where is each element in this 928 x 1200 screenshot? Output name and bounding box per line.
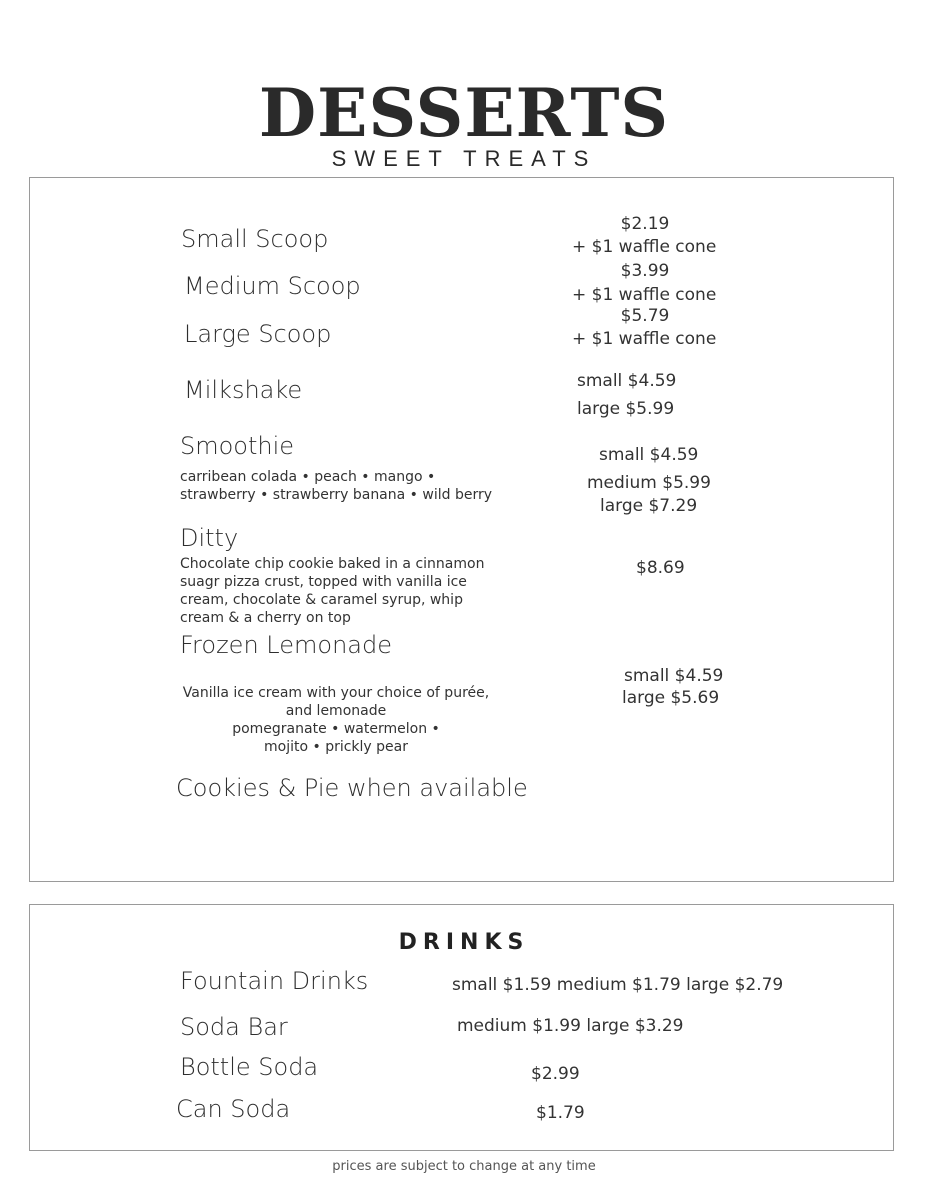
- medium-scoop-name: Medium Scoop: [184, 272, 361, 300]
- small-scoop-addon: + $1 waffle cone: [572, 237, 717, 257]
- medium-scoop-addon: + $1 waffle cone: [572, 285, 717, 305]
- ditty-description: suagr pizza crust, topped with vanilla ice: [180, 574, 467, 590]
- large-scoop-addon: + $1 waffle cone: [572, 329, 717, 349]
- medium-scoop-price: $3.99: [620, 261, 670, 281]
- frozen-lemonade-description: and lemonade: [285, 703, 387, 719]
- smoothie-name: Smoothie: [180, 432, 295, 460]
- smoothie-price-small: small $4.59: [599, 445, 699, 465]
- fountain-drinks-prices: small $1.59 medium $1.79 large $2.79: [452, 975, 784, 995]
- milkshake-name: Milkshake: [184, 376, 303, 404]
- large-scoop-price: $5.79: [620, 306, 670, 326]
- smoothie-price-large: large $7.29: [600, 496, 698, 516]
- ditty-name: Ditty: [180, 524, 239, 552]
- frozen-lemonade-description: Vanilla ice cream with your choice of purée,: [182, 685, 490, 701]
- soda-bar-prices: medium $1.99 large $3.29: [457, 1016, 684, 1036]
- cookies-pie-note: Cookies & Pie when available: [176, 774, 528, 802]
- ditty-description: cream, chocolate & caramel syrup, whip: [180, 592, 463, 608]
- fountain-drinks-name: Fountain Drinks: [180, 967, 369, 995]
- frozen-lemonade-description: mojito • prickly pear: [264, 739, 408, 755]
- drinks-heading: DRINKS: [398, 930, 530, 955]
- small-scoop-name: Small Scoop: [181, 225, 329, 253]
- milkshake-price-small: small $4.59: [577, 371, 677, 391]
- frozen-lemonade-price-large: large $5.69: [622, 688, 720, 708]
- large-scoop-name: Large Scoop: [184, 320, 332, 348]
- soda-bar-name: Soda Bar: [180, 1013, 288, 1041]
- frozen-lemonade-price-small: small $4.59: [624, 666, 724, 686]
- can-soda-name: Can Soda: [176, 1095, 291, 1123]
- page-title: DESSERTS: [258, 74, 670, 152]
- bottle-soda-price: $2.99: [531, 1064, 580, 1084]
- smoothie-description: carribean colada • peach • mango •: [180, 469, 436, 485]
- frozen-lemonade-description: pomegranate • watermelon •: [232, 721, 440, 737]
- small-scoop-price: $2.19: [620, 214, 670, 234]
- smoothie-description: strawberry • strawberry banana • wild berry: [180, 487, 492, 503]
- page-subtitle: SWEET TREATS: [331, 146, 597, 171]
- footer-note: prices are subject to change at any time: [332, 1159, 596, 1174]
- ditty-description: cream & a cherry on top: [180, 610, 351, 626]
- ditty-price: $8.69: [636, 558, 685, 578]
- bottle-soda-name: Bottle Soda: [180, 1053, 319, 1081]
- frozen-lemonade-name: Frozen Lemonade: [180, 631, 392, 659]
- smoothie-price-medium: medium $5.99: [587, 473, 711, 493]
- can-soda-price: $1.79: [536, 1103, 585, 1123]
- milkshake-price-large: large $5.99: [577, 399, 675, 419]
- ditty-description: Chocolate chip cookie baked in a cinnamon: [180, 556, 485, 572]
